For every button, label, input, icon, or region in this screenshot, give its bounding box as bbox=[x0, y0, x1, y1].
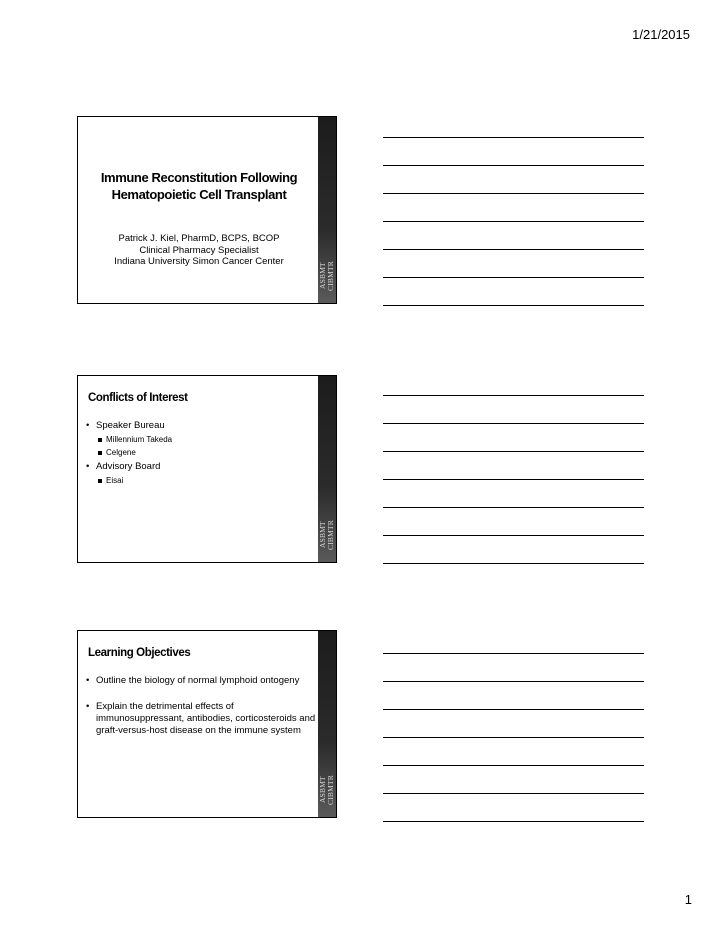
note-line bbox=[383, 479, 644, 480]
note-line bbox=[383, 221, 644, 222]
note-line bbox=[383, 821, 644, 822]
note-line bbox=[383, 423, 644, 424]
note-line bbox=[383, 563, 644, 564]
note-line bbox=[383, 249, 644, 250]
slide-objectives bbox=[77, 630, 337, 818]
sub-bullet-list bbox=[96, 433, 320, 459]
note-line bbox=[383, 793, 644, 794]
list-item: • Speaker Bureau Millennium Takeda Celgene bbox=[86, 420, 320, 459]
presenter-role: Clinical Pharmacy Specialist bbox=[139, 244, 259, 256]
presenter-name: Patrick J. Kiel, PharmD, BCPS, BCOP bbox=[118, 233, 280, 244]
title-line-2: Hematopoietic Cell Transplant bbox=[111, 187, 287, 202]
note-line bbox=[383, 737, 644, 738]
slide-side-band bbox=[318, 631, 336, 817]
bullet-list bbox=[86, 675, 320, 751]
note-line bbox=[383, 165, 644, 166]
slide-conflicts bbox=[77, 375, 337, 563]
slide-title-text bbox=[78, 169, 320, 203]
bullet-list bbox=[86, 420, 320, 489]
slide-side-band bbox=[318, 376, 336, 562]
sub-list-item: Millennium Takeda bbox=[96, 433, 320, 446]
page-number: 1 bbox=[684, 892, 692, 907]
note-line bbox=[383, 193, 644, 194]
note-line bbox=[383, 305, 644, 306]
note-line bbox=[383, 451, 644, 452]
print-date: 1/21/2015 bbox=[632, 27, 690, 42]
note-line bbox=[383, 653, 644, 654]
note-line bbox=[383, 765, 644, 766]
slide-side-band bbox=[318, 117, 336, 303]
note-line bbox=[383, 395, 644, 396]
note-line bbox=[383, 507, 644, 508]
note-line bbox=[383, 535, 644, 536]
list-item: • Advisory Board Eisai bbox=[86, 461, 320, 487]
slide-heading: Conflicts of Interest bbox=[88, 392, 188, 404]
sub-list-item: Eisai bbox=[96, 474, 320, 487]
list-item: • Outline the biology of normal lymphoid ontogeny bbox=[86, 675, 320, 687]
asbmt-cibmtr-logo: ASBMT CIBMTR bbox=[318, 520, 335, 550]
note-line bbox=[383, 709, 644, 710]
note-line bbox=[383, 137, 644, 138]
asbmt-cibmtr-logo: ASBMT CIBMTR bbox=[318, 261, 335, 291]
list-item: • Explain the detrimental effects of immunosuppressant, antibodies, corticosteroids and graft-versus-host disease on the immune system bbox=[86, 701, 320, 737]
sub-bullet-list bbox=[96, 474, 320, 487]
sub-list-item: Celgene bbox=[96, 446, 320, 459]
asbmt-cibmtr-logo: ASBMT CIBMTR bbox=[318, 775, 335, 805]
presenter-block bbox=[78, 233, 320, 268]
slide-heading: Learning Objectives bbox=[88, 647, 191, 659]
slide-title bbox=[77, 116, 337, 304]
presenter-org: Indiana University Simon Cancer Center bbox=[114, 256, 284, 267]
note-line bbox=[383, 681, 644, 682]
title-line-1: Immune Reconstitution Following bbox=[100, 170, 298, 185]
note-line bbox=[383, 277, 644, 278]
